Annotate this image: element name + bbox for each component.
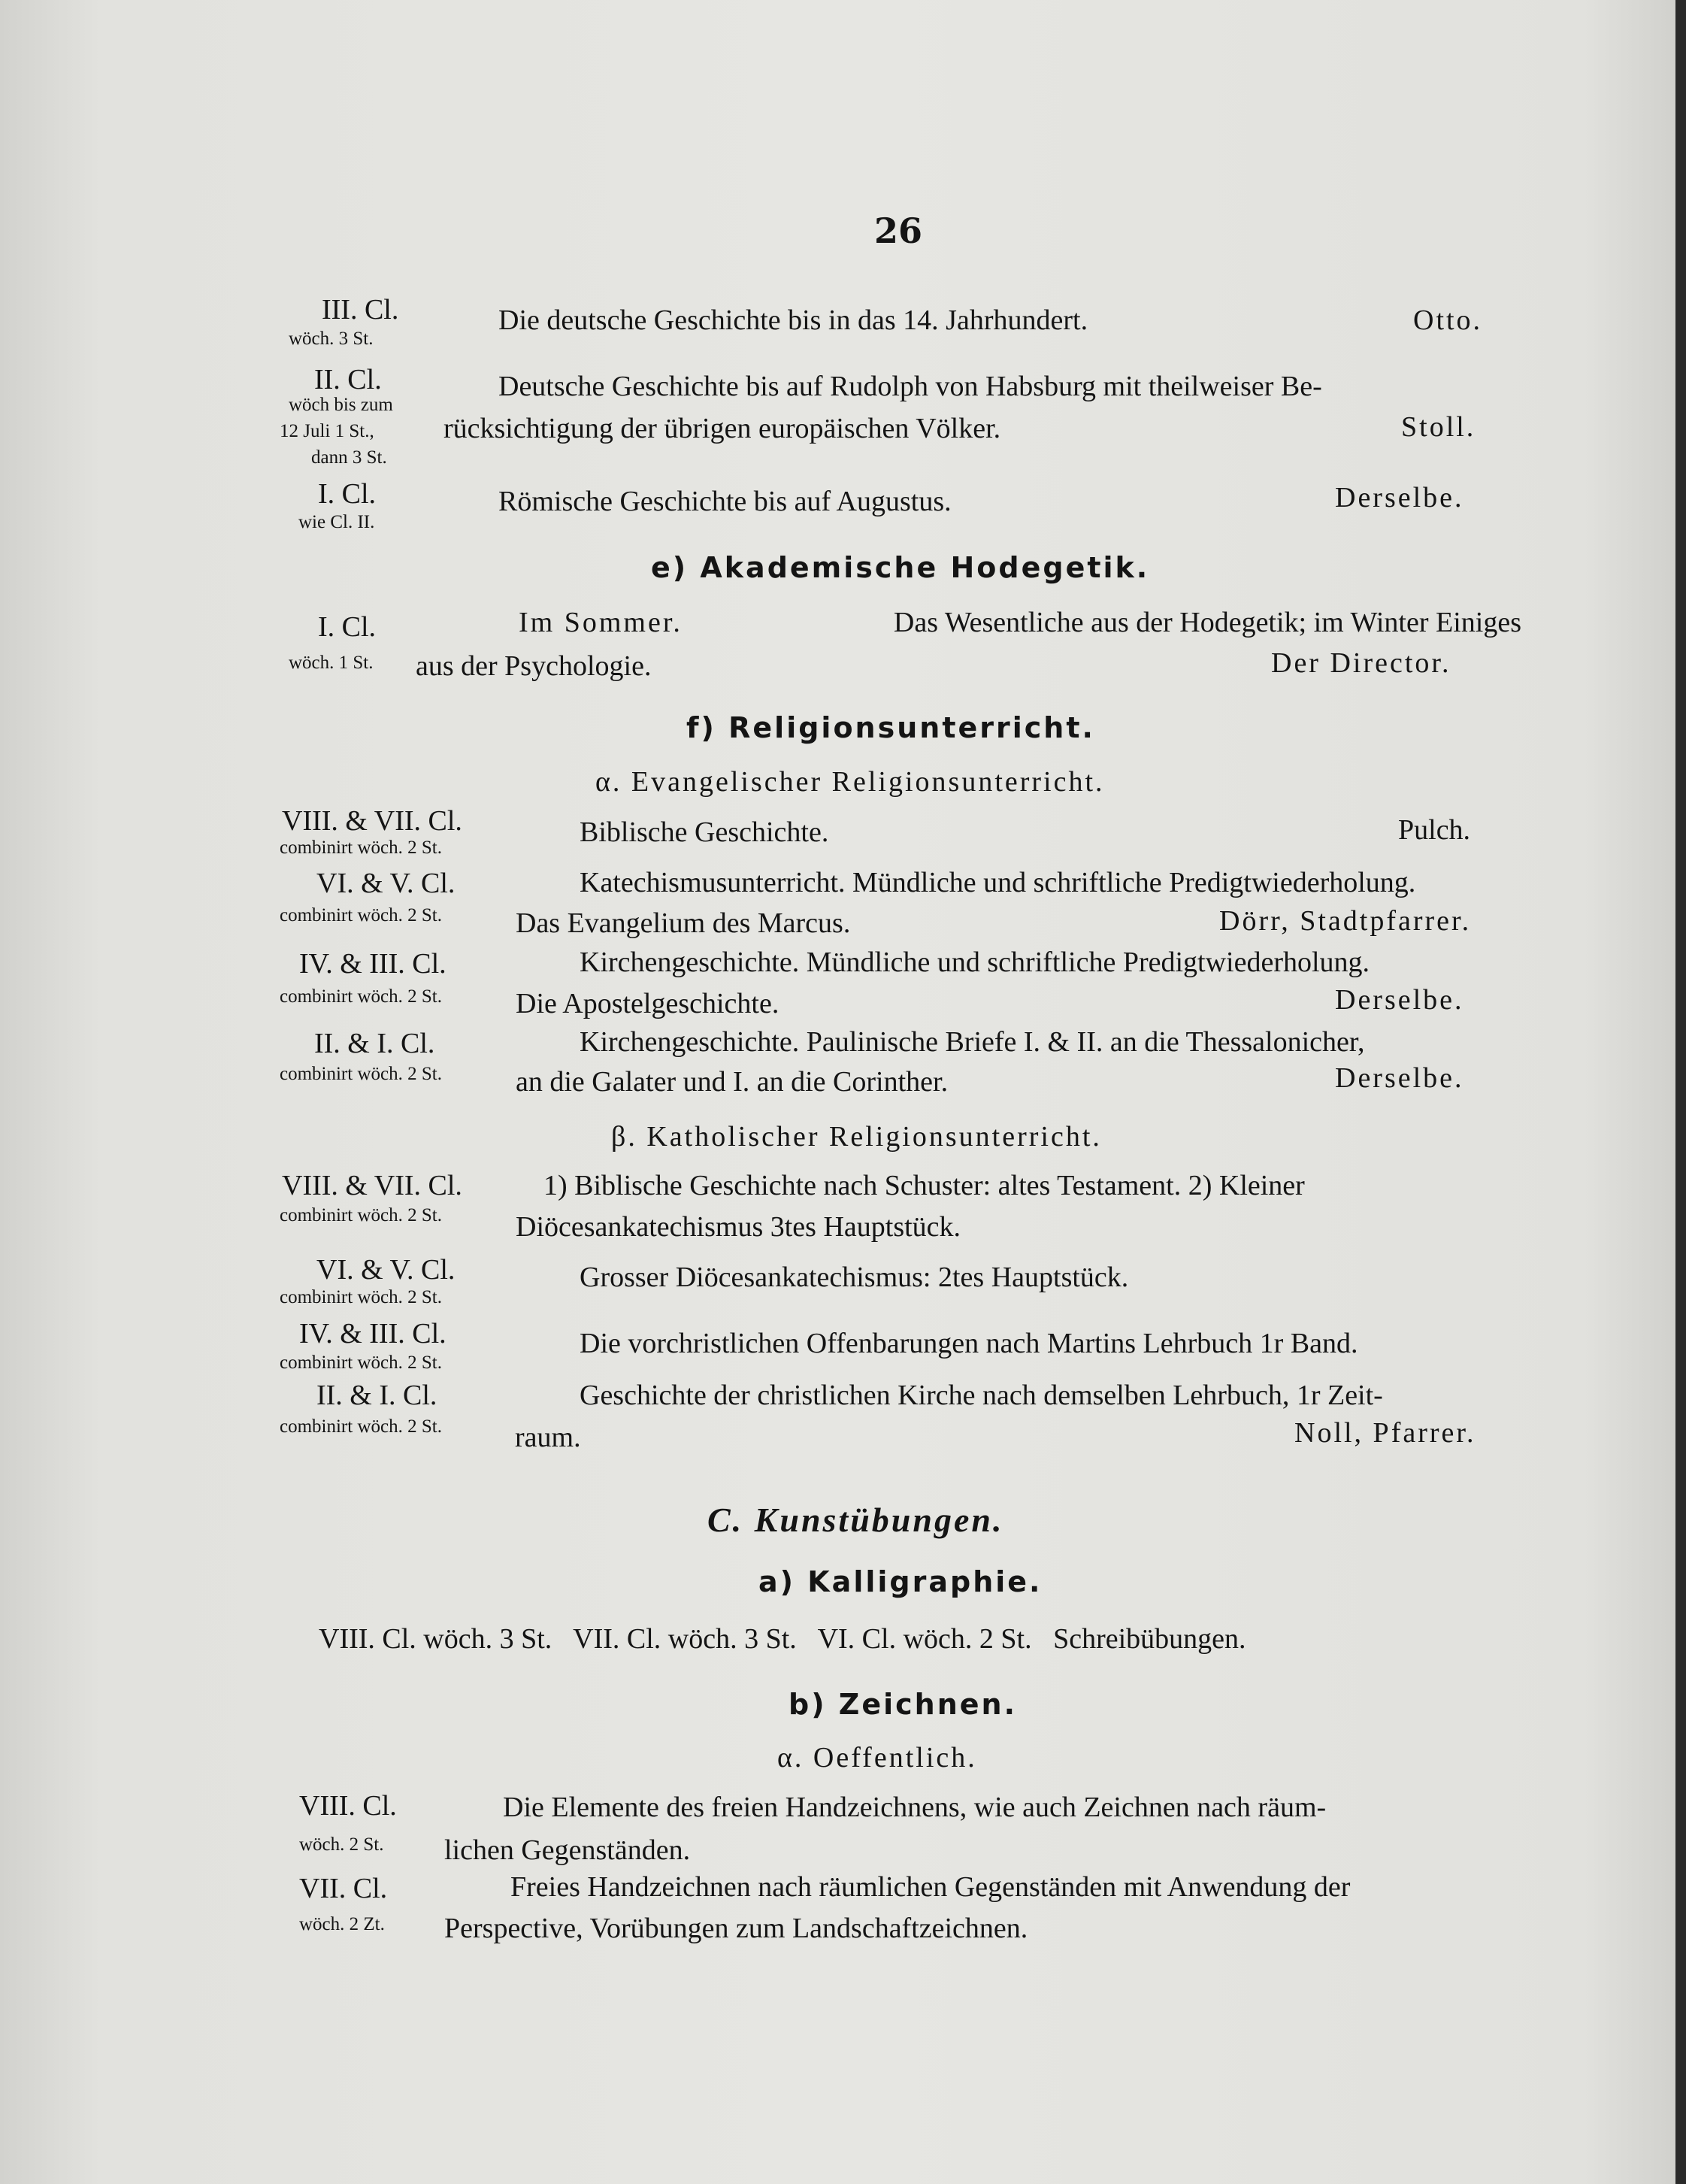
entry-text-ii-line-2: rücksichtigung der übrigen europäischen Völker. [443,413,1001,444]
entry-class-iii: III. Cl. [322,294,399,326]
catholic-meta-4: combinirt wöch. 2 St. [280,1416,442,1437]
evangelical-title: α. Evangelischer Religionsunterricht. [595,766,1105,798]
entry-class-ii: II. Cl. [314,364,382,395]
section-e-class: I. Cl. [318,611,377,643]
entry-meta-ii-line-1: wöch bis zum [289,395,393,415]
evangelical-teacher-3: Derselbe. [1335,984,1464,1016]
catholic-class-2: VI. & V. Cl. [316,1254,456,1286]
catholic-title: β. Katholischer Religionsunterricht. [611,1121,1102,1153]
entry-teacher-i: Derselbe. [1335,482,1464,513]
evangelical-meta-2: combinirt wöch. 2 St. [280,905,442,925]
catholic-line-1-2: Diöcesankatechismus 3tes Hauptstück. [516,1211,961,1243]
drawing-class-1: VIII. Cl. [299,1790,397,1822]
drawing-line-2-2: Perspective, Vorübungen zum Landschaftzeichnen. [444,1913,1028,1944]
calligraphy-title: a) Kalligraphie. [758,1565,1043,1598]
evangelical-line-2-2: Das Evangelium des Marcus. [516,907,851,939]
evangelical-teacher-4: Derselbe. [1335,1062,1464,1094]
section-e-line-2: aus der Psychologie. [416,650,652,682]
catholic-line-2-1: Grosser Diöcesankatechismus: 2tes Hauptstück. [580,1262,1129,1293]
evangelical-line-4-1: Kirchengeschichte. Paulinische Briefe I. & II. an die Thessalonicher, [580,1026,1365,1058]
catholic-line-1-1: 1) Biblische Geschichte nach Schuster: altes Testament. 2) Kleiner [543,1170,1305,1201]
section-e-title: e) Akademische Hodegetik. [651,551,1150,584]
drawing-title: b) Zeichnen. [789,1688,1018,1721]
catholic-class-4: II. & I. Cl. [316,1380,437,1411]
evangelical-line-2-1: Katechismusunterricht. Mündliche und schriftliche Predigtwiederholung. [580,867,1416,898]
catholic-class-3: IV. & III. Cl. [299,1318,446,1349]
section-e-meta: wöch. 1 St. [289,653,374,673]
evangelical-teacher-1: Pulch. [1398,814,1471,846]
evangelical-line-3-1: Kirchengeschichte. Mündliche und schriftliche Predigtwiederholung. [580,947,1370,978]
evangelical-meta-3: combinirt wöch. 2 St. [280,986,442,1007]
entry-meta-ii-line-3: dann 3 St. [311,447,387,468]
entry-meta-i: wie Cl. II. [298,512,375,532]
catholic-line-3-1: Die vorchristlichen Offenbarungen nach Martins Lehrbuch 1r Band. [580,1328,1358,1359]
entry-text-ii-line-1: Deutsche Geschichte bis auf Rudolph von Habsburg mit theilweiser Be- [498,371,1322,402]
drawing-class-2: VII. Cl. [299,1873,388,1904]
catholic-class-1: VIII. & VII. Cl. [282,1170,462,1201]
evangelical-class-3: IV. & III. Cl. [299,948,446,980]
evangelical-meta-4: combinirt wöch. 2 St. [280,1064,442,1084]
catholic-line-4-1: Geschichte der christlichen Kirche nach demselben Lehrbuch, 1r Zeit- [580,1380,1383,1411]
evangelical-teacher-2: Dörr, Stadtpfarrer. [1219,905,1472,937]
entry-meta-iii: wöch. 3 St. [289,329,374,349]
catholic-teacher-4: Noll, Pfarrer. [1294,1417,1476,1449]
evangelical-class-4: II. & I. Cl. [314,1028,435,1059]
entry-text-i: Römische Geschichte bis auf Augustus. [498,486,952,517]
section-e-teacher: Der Director. [1271,647,1451,679]
entry-meta-ii-line-2: 12 Juli 1 St., [280,421,374,441]
entry-text-iii: Die deutsche Geschichte bis in das 14. Jahrhundert. [498,304,1088,336]
binding-edge [1675,0,1686,2184]
drawing-meta-2: wöch. 2 Zt. [299,1914,385,1934]
page-number: 26 [874,211,923,251]
section-e-line-1 [519,606,1521,639]
drawing-meta-1: wöch. 2 St. [299,1834,384,1855]
calligraphy-line: VIII. Cl. wöch. 3 St. VII. Cl. wöch. 3 St. VI. Cl. wöch. 2 St. Schreibübungen. [319,1623,1246,1655]
section-e-line-1-rest: Das Wesentliche aus der Hodegetik; im Winter Einiges [893,607,1521,638]
entry-teacher-ii: Stoll. [1401,411,1476,443]
evangelical-meta-1: combinirt wöch. 2 St. [280,838,442,858]
section-f-title: f) Religionsunterricht. [686,711,1095,744]
catholic-meta-1: combinirt wöch. 2 St. [280,1205,442,1225]
evangelical-class-1: VIII. & VII. Cl. [282,805,462,837]
drawing-line-1-2: lichen Gegenständen. [444,1834,691,1866]
section-c-title: C. Kunstübungen. [707,1501,1004,1539]
entry-teacher-iii: Otto. [1413,304,1483,336]
catholic-meta-2: combinirt wöch. 2 St. [280,1287,442,1307]
evangelical-line-4-2: an die Galater und I. an die Corinther. [516,1066,949,1098]
evangelical-class-2: VI. & V. Cl. [316,868,456,899]
evangelical-line-1-1: Biblische Geschichte. [580,816,829,848]
catholic-line-4-2: raum. [515,1422,581,1453]
entry-class-i: I. Cl. [318,478,377,510]
evangelical-line-3-2: Die Apostelgeschichte. [516,988,779,1019]
catholic-meta-3: combinirt wöch. 2 St. [280,1353,442,1373]
section-e-line-1-lead: Im Sommer. [519,607,683,638]
drawing-subtitle: α. Oeffentlich. [777,1742,977,1774]
drawing-line-2-1: Freies Handzeichnen nach räumlichen Gegenständen mit Anwendung der [510,1871,1351,1903]
drawing-line-1-1: Die Elemente des freien Handzeichnens, wie auch Zeichnen nach räum- [503,1792,1327,1823]
